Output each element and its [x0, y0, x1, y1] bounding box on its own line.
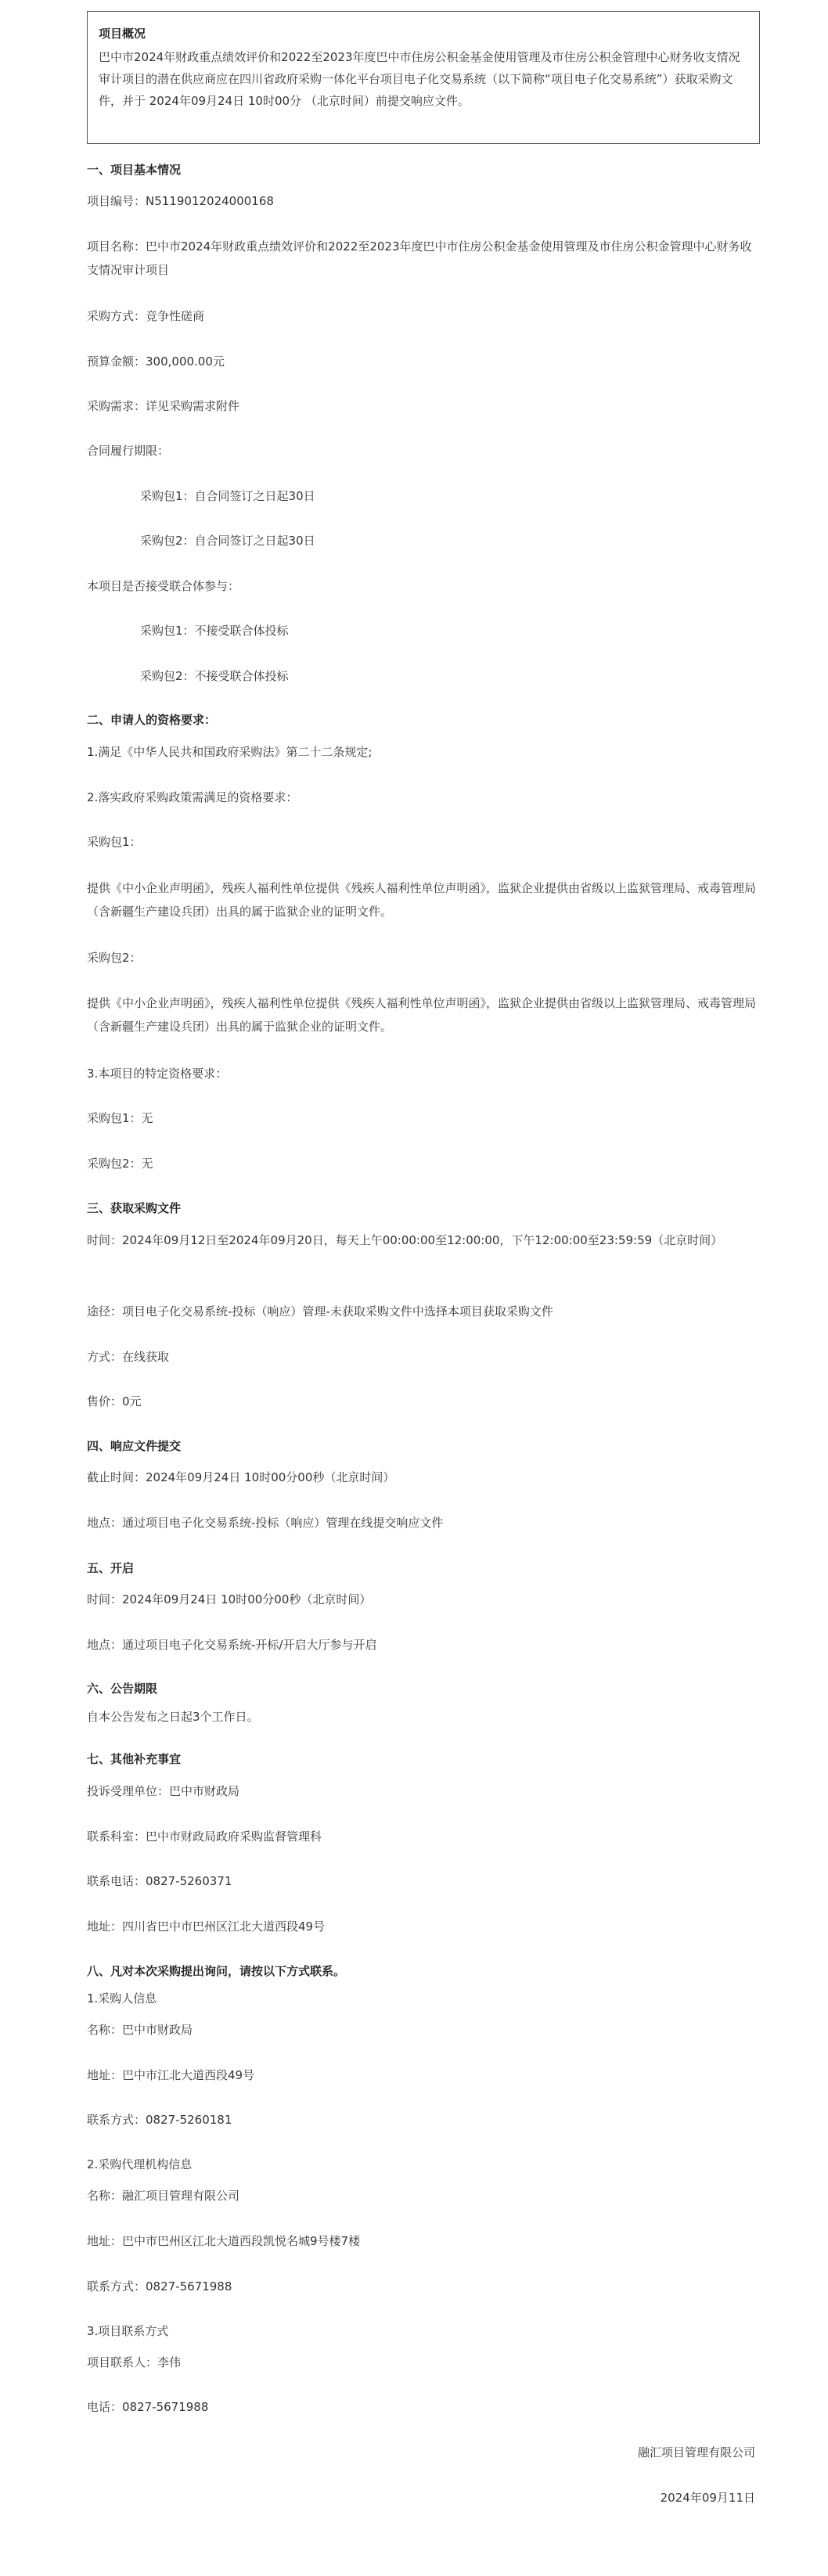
agent-info-label: 2.采购代理机构信息: [87, 2157, 193, 2171]
buyer-name: 名称：巴中市财政局: [87, 2023, 193, 2037]
procurement-method: 采购方式：竞争性磋商: [87, 309, 205, 323]
section-3-title: 三、获取采购文件: [87, 1201, 182, 1215]
qualification-package-1-text: 提供《中小企业声明函》，残疾人福利性单位提供《残疾人福利性单位声明函》，监狱企业提供由省级以上监狱管理局、戒毒管理局（含新疆生产建设兵团）出具的属于监狱企业的证明文件。: [87, 881, 757, 919]
notice-period: 自本公告发布之日起3个工作日。: [87, 1710, 259, 1724]
budget-amount: 预算金额：300,000.00元: [87, 354, 225, 369]
complaint-phone: 联系电话：0827-5260371: [87, 1874, 232, 1888]
buyer-info-label: 1.采购人信息: [87, 1991, 157, 2006]
complaint-address: 地址：四川省巴中市巴州区江北大道西段49号: [87, 1919, 326, 1934]
document-channel: 途径：项目电子化交易系统-投标（响应）管理-未获取采购文件中选择本项目获取采购文件: [87, 1304, 553, 1319]
opening-time: 时间：2024年09月24日 10时00分00秒（北京时间）: [87, 1592, 372, 1606]
contract-term-label: 合同履行期限：: [87, 444, 170, 458]
document-time: 时间：2024年09月12日至2024年09月20日，每天上午00:00:00至12:00:00，下午12:00:00至23:59:59（北京时间）: [87, 1233, 723, 1247]
qualification-package-2-label: 采购包2：: [87, 951, 142, 965]
agent-name: 名称：融汇项目管理有限公司: [87, 2189, 240, 2203]
project-contact-label: 3.项目联系方式: [87, 2324, 169, 2338]
overview-title: 项目概况: [99, 27, 146, 41]
consortium-package-1: 采购包1：不接受联合体投标: [140, 624, 289, 638]
submission-place: 地点：通过项目电子化交易系统-投标（响应）管理在线提交响应文件: [87, 1516, 444, 1530]
qualification-3-package-1: 采购包1：无: [87, 1111, 153, 1125]
agent-contact: 联系方式：0827-5671988: [87, 2279, 232, 2294]
section-4-title: 四、响应文件提交: [87, 1439, 182, 1453]
document-mode: 方式：在线获取: [87, 1350, 170, 1364]
consortium-package-2: 采购包2：不接受联合体投标: [140, 669, 289, 683]
section-6-title: 六、公告期限: [87, 1682, 158, 1696]
section-1-title: 一、项目基本情况: [87, 163, 182, 177]
section-7-title: 七、其他补充事宜: [87, 1752, 182, 1766]
submission-deadline: 截止时间：2024年09月24日 10时00分00秒（北京时间）: [87, 1470, 395, 1484]
footer-organization: 融汇项目管理有限公司: [637, 2445, 755, 2459]
project-number: 项目编号：N5119012024000168: [87, 194, 274, 208]
contract-term-package-2: 采购包2：自合同签订之日起30日: [140, 534, 315, 548]
qualification-3-package-2: 采购包2：无: [87, 1157, 153, 1171]
qualification-package-2-text: 提供《中小企业声明函》，残疾人福利性单位提供《残疾人福利性单位声明函》，监狱企业提供由省级以上监狱管理局、戒毒管理局（含新疆生产建设兵团）出具的属于监狱企业的证明文件。: [87, 996, 757, 1034]
complaint-department: 联系科室：巴中市财政局政府采购监督管理科: [87, 1829, 322, 1844]
qualification-package-1-label: 采购包1：: [87, 835, 142, 849]
project-contact-phone: 电话：0827-5671988: [87, 2400, 209, 2414]
qualification-3: 3.本项目的特定资格要求：: [87, 1067, 228, 1081]
contract-term-package-1: 采购包1：自合同签订之日起30日: [140, 489, 315, 503]
project-name: 项目名称：巴中市2024年财政重点绩效评价和2022至2023年度巴中市住房公积金基金使用管理及市住房公积金管理中心财务收支情况审计项目: [87, 239, 752, 277]
section-8-title: 八、凡对本次采购提出询问，请按以下方式联系。: [87, 1964, 346, 1978]
qualification-2: 2.落实政府采购政策需满足的资格要求：: [87, 790, 298, 804]
section-5-title: 五、开启: [87, 1561, 135, 1575]
procurement-needs: 采购需求：详见采购需求附件: [87, 399, 240, 413]
buyer-contact: 联系方式：0827-5260181: [87, 2113, 232, 2127]
section-2-title: 二、申请人的资格要求：: [87, 713, 217, 727]
overview-box: [87, 11, 760, 144]
footer-date: 2024年09月11日: [660, 2491, 755, 2505]
document-price: 售价：0元: [87, 1394, 142, 1409]
overview-text: 巴中市2024年财政重点绩效评价和2022至2023年度巴中市住房公积金基金使用管理及市住房公积金管理中心财务收支情况审计项目的潜在供应商应在四川省政府采购一体化平台项目电子化交易系统（以下简称“项目电子化交易系统”）获取采购文件，并于 2024年09月24日 10时00分 （北京时间）前提交响应文件。: [99, 50, 740, 108]
opening-place: 地点：通过项目电子化交易系统-开标/开启大厅参与开启: [87, 1638, 377, 1652]
consortium-label: 本项目是否接受联合体参与：: [87, 579, 240, 593]
qualification-1: 1.满足《中华人民共和国政府采购法》第二十二条规定;: [87, 745, 373, 759]
buyer-address: 地址：巴中市江北大道西段49号: [87, 2068, 255, 2082]
agent-address: 地址：巴中市巴州区江北大道西段凯悦名城9号楼7楼: [87, 2234, 361, 2248]
complaint-unit: 投诉受理单位：巴中市财政局: [87, 1784, 240, 1798]
project-contact-person: 项目联系人：李伟: [87, 2355, 182, 2369]
